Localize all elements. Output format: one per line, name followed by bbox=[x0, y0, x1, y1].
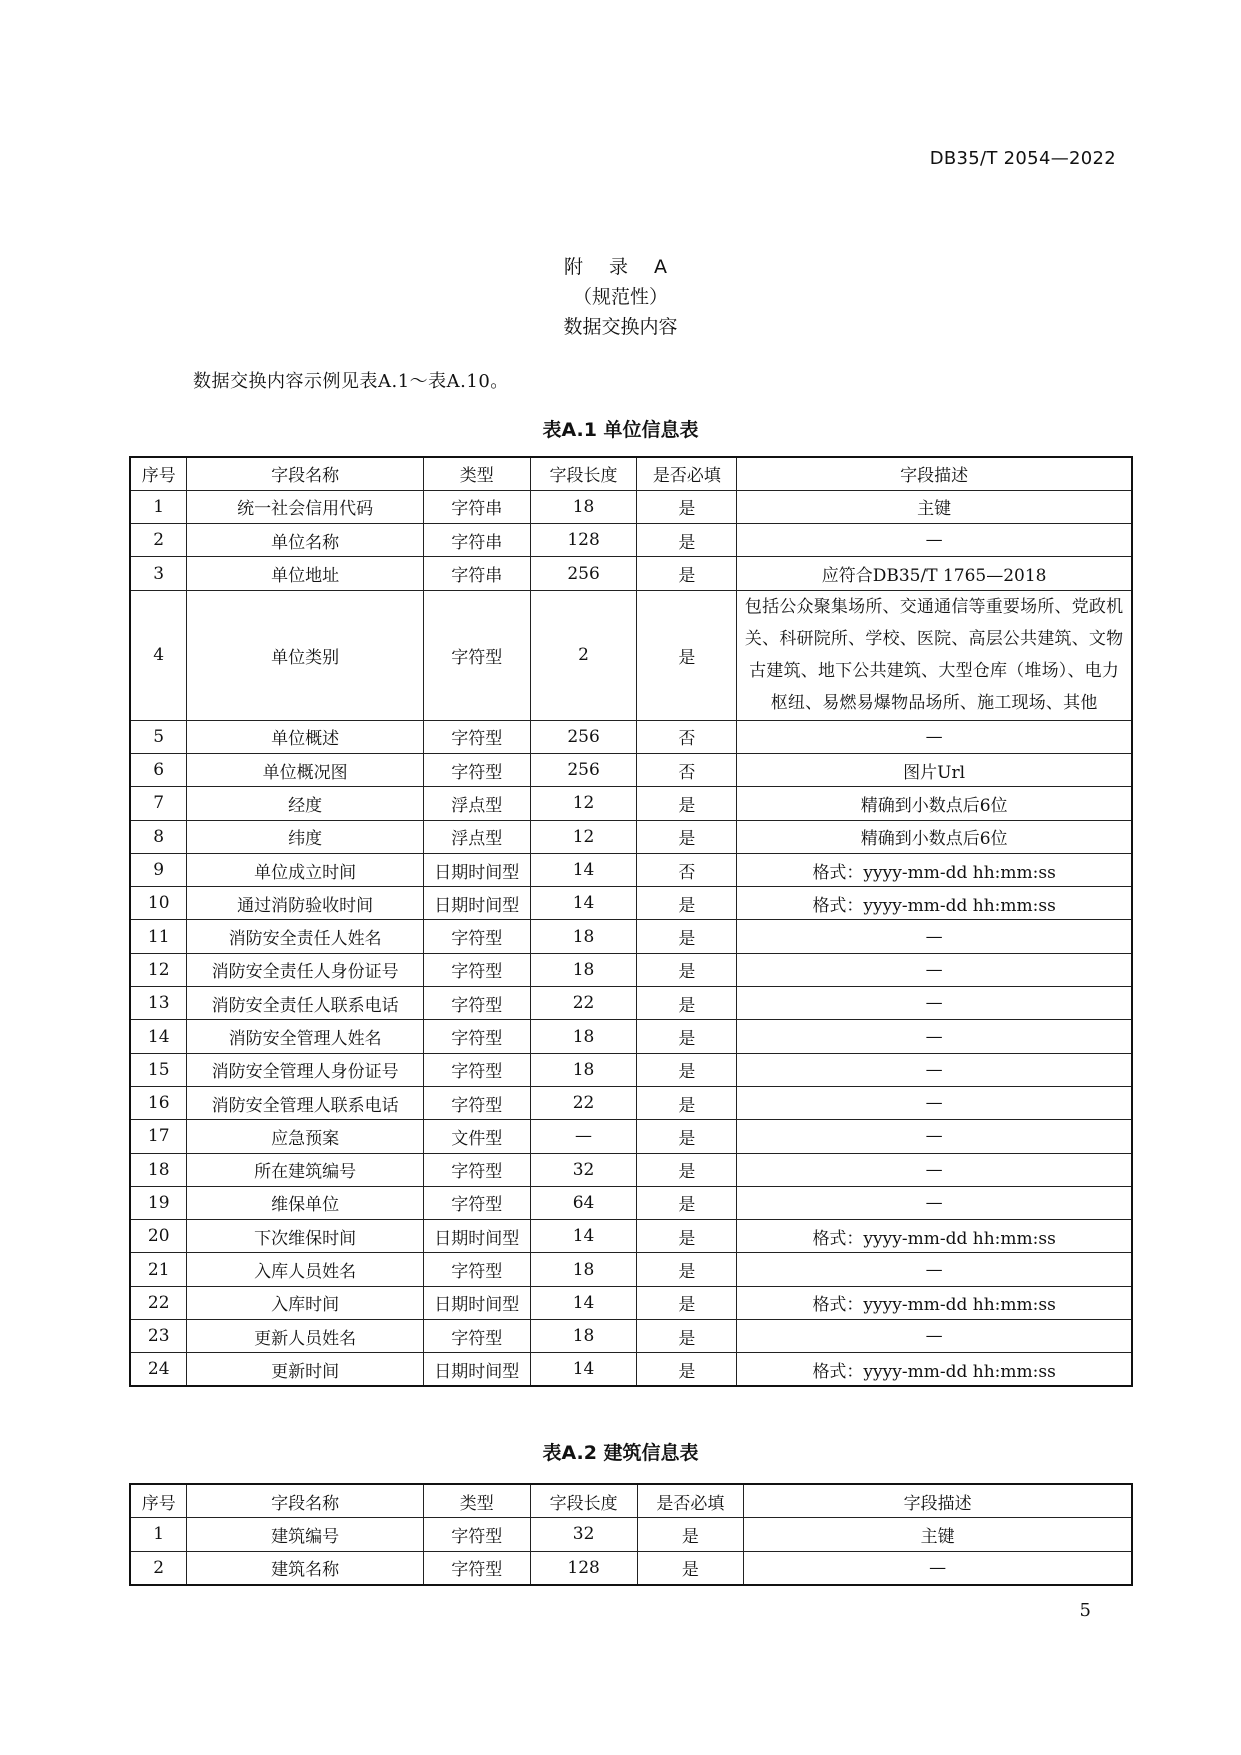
table-cell: 否 bbox=[637, 720, 737, 753]
table-cell: 否 bbox=[637, 753, 737, 786]
table-cell: 是 bbox=[637, 590, 737, 720]
table-cell: 2 bbox=[130, 1551, 187, 1585]
table-cell: 消防安全责任人身份证号 bbox=[187, 953, 423, 986]
table-cell: 单位概况图 bbox=[187, 753, 423, 786]
table-cell: 字符型 bbox=[423, 1086, 530, 1119]
column-header: 字段名称 bbox=[187, 457, 423, 490]
table-cell: 是 bbox=[637, 1153, 737, 1186]
column-header: 是否必填 bbox=[637, 457, 737, 490]
table-cell: 字符型 bbox=[423, 590, 530, 720]
column-header: 类型 bbox=[423, 1484, 530, 1518]
table-cell: 消防安全管理人身份证号 bbox=[187, 1053, 423, 1086]
table-cell: 格式：yyyy-mm-dd hh:mm:ss bbox=[737, 887, 1132, 920]
table-cell: 是 bbox=[637, 787, 737, 820]
table-cell: 是 bbox=[637, 1551, 744, 1585]
table-cell: 32 bbox=[530, 1153, 637, 1186]
table-cell: 12 bbox=[530, 787, 637, 820]
table-cell: 字符型 bbox=[423, 1253, 530, 1286]
table-cell: 7 bbox=[130, 787, 187, 820]
table-cell: 字符型 bbox=[423, 1020, 530, 1053]
table-row bbox=[130, 853, 1132, 886]
table-cell: — bbox=[737, 524, 1132, 557]
table-row bbox=[130, 1320, 1132, 1353]
table-row bbox=[130, 787, 1132, 820]
table-row bbox=[130, 1353, 1132, 1386]
table-cell: 单位成立时间 bbox=[187, 853, 423, 886]
table-cell: 是 bbox=[637, 953, 737, 986]
column-header: 字段描述 bbox=[744, 1484, 1132, 1518]
table-row bbox=[130, 1253, 1132, 1286]
table-row bbox=[130, 557, 1132, 590]
table-cell: 14 bbox=[130, 1020, 187, 1053]
table-cell: 是 bbox=[637, 490, 737, 523]
table-cell: 是 bbox=[637, 557, 737, 590]
table-cell: 包括公众聚集场所、交通通信等重要场所、党政机关、科研院所、学校、医院、高层公共建筑、文物古建筑、地下公共建筑、大型仓库（堆场）、电力枢纽、易燃易爆物品场所、施工现场、其他 bbox=[737, 590, 1132, 720]
table-cell: 14 bbox=[530, 1286, 637, 1319]
table-row bbox=[130, 1120, 1132, 1153]
table-cell: 精确到小数点后6位 bbox=[737, 820, 1132, 853]
table-cell: 1 bbox=[130, 490, 187, 523]
table-cell: 图片Url bbox=[737, 753, 1132, 786]
table-cell: 5 bbox=[130, 720, 187, 753]
table-cell: 256 bbox=[530, 753, 637, 786]
table-cell: 是 bbox=[637, 1186, 737, 1219]
table-cell: 入库时间 bbox=[187, 1286, 423, 1319]
table-cell: — bbox=[737, 1253, 1132, 1286]
table-cell: 是 bbox=[637, 987, 737, 1020]
table-row bbox=[130, 1020, 1132, 1053]
table-row bbox=[130, 887, 1132, 920]
table-cell: 22 bbox=[130, 1286, 187, 1319]
table-cell: 格式：yyyy-mm-dd hh:mm:ss bbox=[737, 853, 1132, 886]
table-cell: — bbox=[737, 1320, 1132, 1353]
table-cell: 消防安全责任人姓名 bbox=[187, 920, 423, 953]
table-row bbox=[130, 753, 1132, 786]
column-header: 字段描述 bbox=[737, 457, 1132, 490]
table-cell: 64 bbox=[530, 1186, 637, 1219]
table-cell: 字符型 bbox=[423, 1153, 530, 1186]
table-cell: — bbox=[737, 1153, 1132, 1186]
table-row bbox=[130, 987, 1132, 1020]
table-cell: — bbox=[737, 987, 1132, 1020]
table-cell: 消防安全责任人联系电话 bbox=[187, 987, 423, 1020]
table-cell: 建筑名称 bbox=[187, 1551, 423, 1585]
table-cell: 是 bbox=[637, 1120, 737, 1153]
appendix-title: 附 录 A bbox=[563, 256, 678, 278]
table-cell: 18 bbox=[530, 920, 637, 953]
column-header: 序号 bbox=[130, 1484, 187, 1518]
table-cell: 32 bbox=[530, 1518, 637, 1552]
table-cell: 18 bbox=[130, 1153, 187, 1186]
table-header-row bbox=[130, 1484, 1132, 1518]
table-cell: 浮点型 bbox=[423, 787, 530, 820]
table-cell: 是 bbox=[637, 1053, 737, 1086]
table-row bbox=[130, 1053, 1132, 1086]
table-cell: 18 bbox=[530, 1053, 637, 1086]
table-cell: 24 bbox=[130, 1353, 187, 1386]
table-cell: 纬度 bbox=[187, 820, 423, 853]
table-cell: — bbox=[737, 1020, 1132, 1053]
table-row bbox=[130, 953, 1132, 986]
table-cell: 11 bbox=[130, 920, 187, 953]
table-cell: 20 bbox=[130, 1220, 187, 1253]
table-cell: 256 bbox=[530, 557, 637, 590]
table-cell: 下次维保时间 bbox=[187, 1220, 423, 1253]
table-cell: — bbox=[737, 1186, 1132, 1219]
table-cell: 单位名称 bbox=[187, 524, 423, 557]
table-cell: 是 bbox=[637, 820, 737, 853]
table-cell: 14 bbox=[530, 1220, 637, 1253]
table-a2-building-info bbox=[129, 1483, 1133, 1586]
table-cell: 单位概述 bbox=[187, 720, 423, 753]
table-cell: 入库人员姓名 bbox=[187, 1253, 423, 1286]
table-row bbox=[130, 1286, 1132, 1319]
table-cell: 15 bbox=[130, 1053, 187, 1086]
table-cell: 所在建筑编号 bbox=[187, 1153, 423, 1186]
table-cell: 18 bbox=[530, 953, 637, 986]
table-cell: 更新时间 bbox=[187, 1353, 423, 1386]
table-cell: 6 bbox=[130, 753, 187, 786]
table-cell: 是 bbox=[637, 1253, 737, 1286]
table-cell: 主键 bbox=[737, 490, 1132, 523]
table-cell: 22 bbox=[530, 987, 637, 1020]
table-cell: 统一社会信用代码 bbox=[187, 490, 423, 523]
table-cell: 单位类别 bbox=[187, 590, 423, 720]
table-cell: 2 bbox=[530, 590, 637, 720]
table-cell: 19 bbox=[130, 1186, 187, 1219]
table-a1-caption: 表A.1 单位信息表 bbox=[542, 419, 699, 441]
table-cell: 23 bbox=[130, 1320, 187, 1353]
table-cell: 14 bbox=[530, 887, 637, 920]
table-header-row bbox=[130, 457, 1132, 490]
table-cell: 字符型 bbox=[423, 920, 530, 953]
table-cell: 格式：yyyy-mm-dd hh:mm:ss bbox=[737, 1220, 1132, 1253]
table-cell: — bbox=[737, 1053, 1132, 1086]
table-cell: 18 bbox=[530, 1320, 637, 1353]
table-cell: 日期时间型 bbox=[423, 853, 530, 886]
table-cell: — bbox=[737, 1086, 1132, 1119]
table-row bbox=[130, 920, 1132, 953]
table-cell: — bbox=[744, 1551, 1132, 1585]
table-row bbox=[130, 1518, 1132, 1552]
table-cell: 128 bbox=[530, 1551, 637, 1585]
table-cell: — bbox=[737, 920, 1132, 953]
table-cell: — bbox=[737, 720, 1132, 753]
column-header: 字段名称 bbox=[187, 1484, 423, 1518]
table-cell: 是 bbox=[637, 1320, 737, 1353]
table-row bbox=[130, 820, 1132, 853]
table-cell: 字符型 bbox=[423, 753, 530, 786]
table-cell: 文件型 bbox=[423, 1120, 530, 1153]
table-cell: 8 bbox=[130, 820, 187, 853]
table-cell: 17 bbox=[130, 1120, 187, 1153]
table-cell: 字符型 bbox=[423, 720, 530, 753]
table-cell: 格式：yyyy-mm-dd hh:mm:ss bbox=[737, 1286, 1132, 1319]
table-cell: 字符型 bbox=[423, 987, 530, 1020]
table-cell: 10 bbox=[130, 887, 187, 920]
table-cell: 字符型 bbox=[423, 1186, 530, 1219]
table-cell: 字符型 bbox=[423, 953, 530, 986]
table-cell: 4 bbox=[130, 590, 187, 720]
table-cell: 是 bbox=[637, 1353, 737, 1386]
table-cell: 否 bbox=[637, 853, 737, 886]
table-cell: 字符串 bbox=[423, 557, 530, 590]
appendix-subject: 数据交换内容 bbox=[563, 316, 678, 338]
table-cell: 14 bbox=[530, 853, 637, 886]
table-row bbox=[130, 720, 1132, 753]
table-cell: 1 bbox=[130, 1518, 187, 1552]
table-cell: 18 bbox=[530, 1253, 637, 1286]
table-cell: 格式：yyyy-mm-dd hh:mm:ss bbox=[737, 1353, 1132, 1386]
table-cell: 256 bbox=[530, 720, 637, 753]
page-number: 5 bbox=[1079, 1600, 1091, 1621]
table-row bbox=[130, 1220, 1132, 1253]
table-cell: — bbox=[530, 1120, 637, 1153]
table-cell: 应急预案 bbox=[187, 1120, 423, 1153]
table-cell: 21 bbox=[130, 1253, 187, 1286]
table-row bbox=[130, 1551, 1132, 1585]
table-cell: 更新人员姓名 bbox=[187, 1320, 423, 1353]
table-cell: 主键 bbox=[744, 1518, 1132, 1552]
table-a2-caption: 表A.2 建筑信息表 bbox=[542, 1442, 699, 1464]
table-cell: 日期时间型 bbox=[423, 1286, 530, 1319]
table-cell: 2 bbox=[130, 524, 187, 557]
table-cell: 浮点型 bbox=[423, 820, 530, 853]
table-cell: 14 bbox=[530, 1353, 637, 1386]
table-cell: 是 bbox=[637, 1220, 737, 1253]
table-cell: 13 bbox=[130, 987, 187, 1020]
table-cell: 是 bbox=[637, 524, 737, 557]
table-cell: 字符型 bbox=[423, 1053, 530, 1086]
table-row bbox=[130, 1153, 1132, 1186]
table-row bbox=[130, 590, 1132, 720]
column-header: 是否必填 bbox=[637, 1484, 744, 1518]
table-cell: — bbox=[737, 953, 1132, 986]
table-cell: 12 bbox=[130, 953, 187, 986]
table-cell: 是 bbox=[637, 1086, 737, 1119]
table-cell: 9 bbox=[130, 853, 187, 886]
table-cell: 消防安全管理人姓名 bbox=[187, 1020, 423, 1053]
table-cell: 是 bbox=[637, 1020, 737, 1053]
table-cell: 日期时间型 bbox=[423, 887, 530, 920]
table-cell: 字符串 bbox=[423, 524, 530, 557]
table-cell: 18 bbox=[530, 490, 637, 523]
table-cell: 单位地址 bbox=[187, 557, 423, 590]
table-cell: 消防安全管理人联系电话 bbox=[187, 1086, 423, 1119]
table-cell: 字符型 bbox=[423, 1320, 530, 1353]
table-cell: 通过消防验收时间 bbox=[187, 887, 423, 920]
table-cell: 22 bbox=[530, 1086, 637, 1119]
appendix-nature: （规范性） bbox=[572, 286, 668, 308]
table-cell: 16 bbox=[130, 1086, 187, 1119]
table-row bbox=[130, 1186, 1132, 1219]
table-row bbox=[130, 1086, 1132, 1119]
table-cell: 维保单位 bbox=[187, 1186, 423, 1219]
table-cell: 字符型 bbox=[423, 1518, 530, 1552]
column-header: 字段长度 bbox=[530, 457, 637, 490]
table-cell: 3 bbox=[130, 557, 187, 590]
table-cell: 字符型 bbox=[423, 1551, 530, 1585]
column-header: 序号 bbox=[130, 457, 187, 490]
column-header: 类型 bbox=[423, 457, 530, 490]
table-row bbox=[130, 490, 1132, 523]
intro-paragraph: 数据交换内容示例见表A.1～表A.10。 bbox=[193, 371, 509, 392]
column-header: 字段长度 bbox=[530, 1484, 637, 1518]
table-cell: 日期时间型 bbox=[423, 1353, 530, 1386]
table-cell: 是 bbox=[637, 1286, 737, 1319]
document-code: DB35/T 2054—2022 bbox=[929, 148, 1116, 169]
table-cell: 精确到小数点后6位 bbox=[737, 787, 1132, 820]
table-cell: 应符合DB35/T 1765—2018 bbox=[737, 557, 1132, 590]
table-cell: 建筑编号 bbox=[187, 1518, 423, 1552]
table-cell: — bbox=[737, 1120, 1132, 1153]
table-cell: 是 bbox=[637, 1518, 744, 1552]
table-cell: 是 bbox=[637, 887, 737, 920]
table-cell: 字符串 bbox=[423, 490, 530, 523]
table-cell: 128 bbox=[530, 524, 637, 557]
table-a1-unit-info bbox=[129, 456, 1133, 1387]
table-cell: 12 bbox=[530, 820, 637, 853]
table-row bbox=[130, 524, 1132, 557]
table-cell: 日期时间型 bbox=[423, 1220, 530, 1253]
table-cell: 18 bbox=[530, 1020, 637, 1053]
table-cell: 经度 bbox=[187, 787, 423, 820]
appendix-heading bbox=[0, 252, 1241, 342]
table-cell: 是 bbox=[637, 920, 737, 953]
